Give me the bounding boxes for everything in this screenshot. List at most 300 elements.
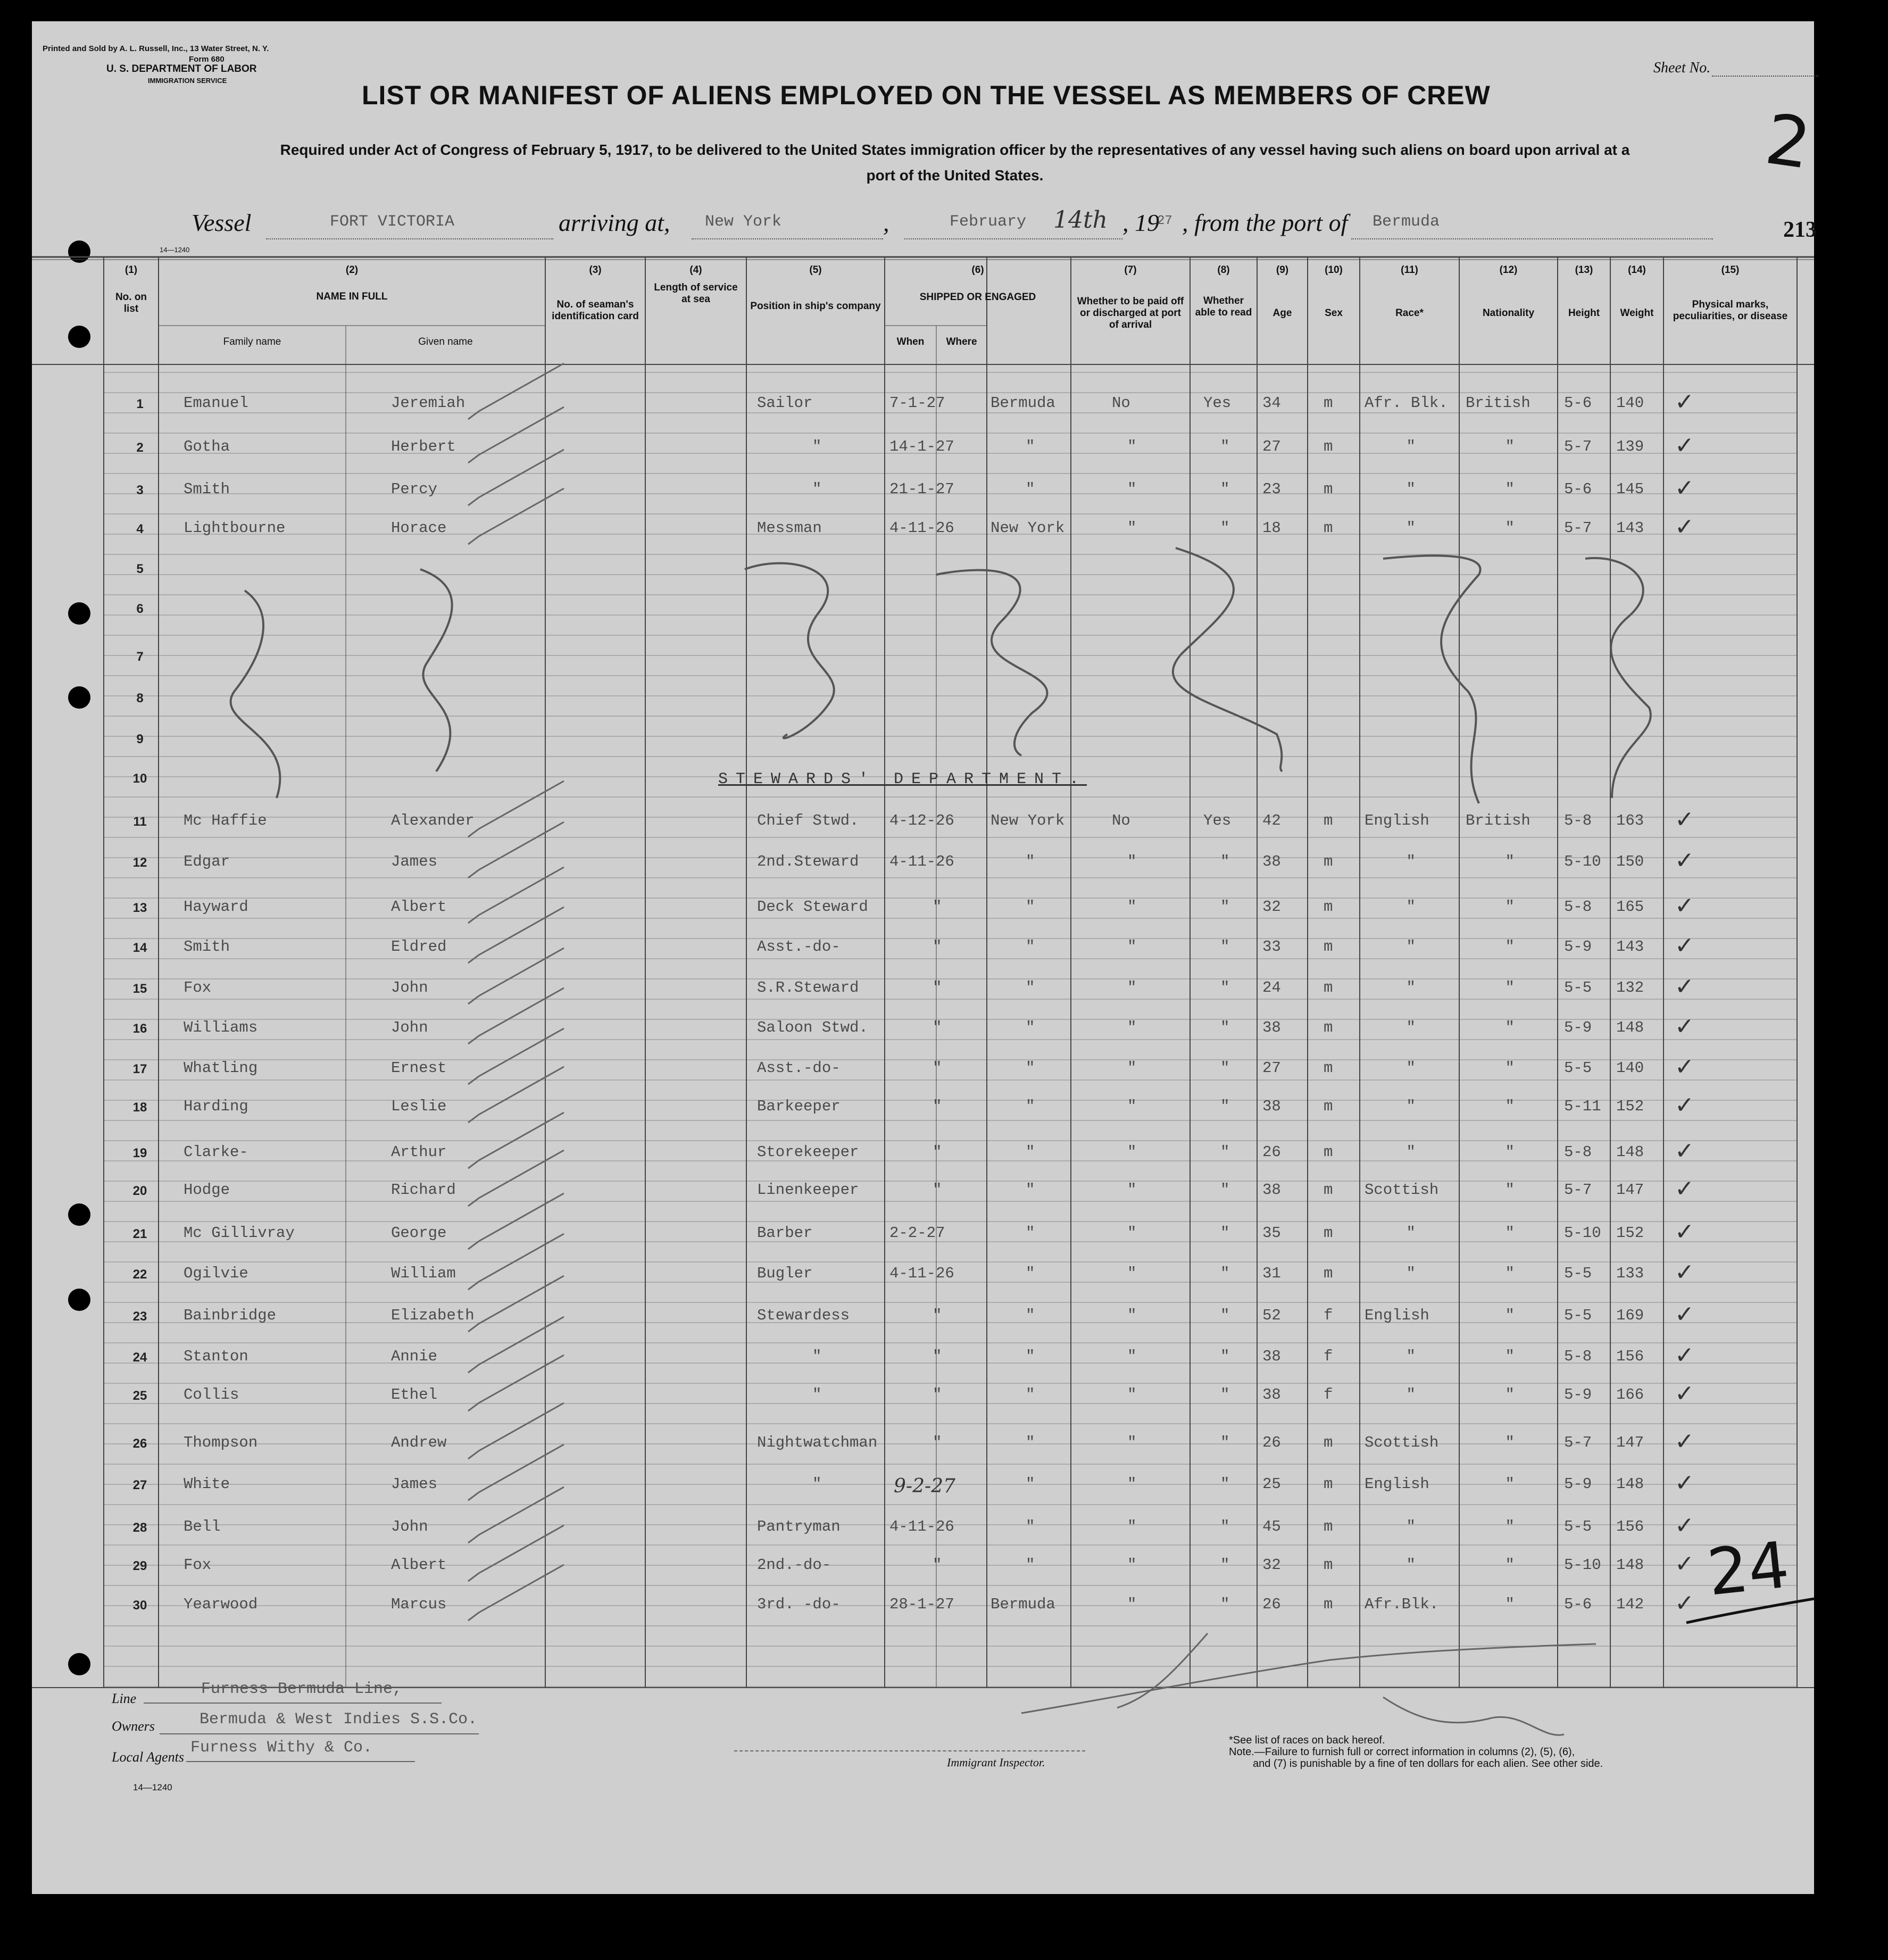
cell-family: Smith bbox=[184, 480, 230, 498]
cell-when: 21-1-27 bbox=[889, 480, 954, 498]
cell-sex: f bbox=[1324, 1348, 1333, 1365]
cell-weight: 143 bbox=[1616, 519, 1644, 537]
column-number-1: (1) bbox=[124, 264, 138, 276]
cell-when: 7-1-27 bbox=[889, 394, 945, 412]
column-header-12: Nationality bbox=[1482, 308, 1535, 319]
check-mark: ✓ bbox=[1675, 513, 1694, 541]
cell-family: Bell bbox=[184, 1518, 221, 1535]
row-number: 26 bbox=[132, 1436, 147, 1451]
cell-where: " bbox=[1026, 1181, 1035, 1199]
column-header-1: No. on list bbox=[115, 292, 147, 314]
cell-position: " bbox=[812, 1475, 822, 1493]
cell-age: 38 bbox=[1262, 1019, 1281, 1036]
cell-nationality: " bbox=[1505, 1518, 1515, 1535]
cell-family: Emanuel bbox=[184, 394, 248, 412]
cell-given: James bbox=[391, 1475, 438, 1493]
cell-position: " bbox=[812, 1348, 822, 1365]
from-port-label-text: from the port of bbox=[1194, 209, 1348, 236]
cell-sex: f bbox=[1324, 1307, 1333, 1324]
column-number-7: (7) bbox=[1124, 264, 1137, 276]
cell-when: 4-12-26 bbox=[889, 812, 954, 829]
check-mark: ✓ bbox=[1675, 1137, 1694, 1165]
cell-family: Mc Haffie bbox=[184, 812, 267, 829]
cell-weight: 152 bbox=[1616, 1098, 1644, 1115]
column-subheader-c2a: Family name bbox=[223, 336, 281, 347]
cell-position: Linenkeeper bbox=[757, 1181, 859, 1199]
column-header-8: Whether able to read bbox=[1195, 295, 1252, 318]
cell-when: " bbox=[933, 1556, 942, 1574]
cell-position: Sailor bbox=[757, 394, 813, 412]
cell-race: English bbox=[1365, 812, 1429, 829]
cell-given: Arthur bbox=[391, 1143, 447, 1161]
cell-where: " bbox=[1026, 1348, 1035, 1365]
cell-when: " bbox=[933, 938, 942, 956]
cell-given: Ernest bbox=[391, 1059, 447, 1077]
owners-rule bbox=[160, 1733, 479, 1734]
column-number-2: (2) bbox=[345, 264, 359, 276]
cell-sex: m bbox=[1324, 1596, 1333, 1613]
cell-paid: " bbox=[1127, 1596, 1137, 1613]
cell-weight: 152 bbox=[1616, 1224, 1644, 1242]
cell-weight: 133 bbox=[1616, 1265, 1644, 1282]
cell-age: 38 bbox=[1262, 1348, 1281, 1365]
column-header-14: Weight bbox=[1620, 308, 1654, 319]
cell-where: " bbox=[1026, 938, 1035, 956]
cell-where: " bbox=[1026, 1556, 1035, 1574]
cell-family: Fox bbox=[184, 1556, 212, 1574]
cell-sex: m bbox=[1324, 519, 1333, 537]
cell-family: Gotha bbox=[184, 438, 230, 455]
tally-underline bbox=[1681, 1596, 1819, 1628]
cell-weight: 163 bbox=[1616, 812, 1644, 829]
cell-position: 3rd. -do- bbox=[757, 1596, 841, 1613]
agents-value: Furness Withy & Co. bbox=[190, 1739, 373, 1757]
cell-when: 28-1-27 bbox=[889, 1596, 954, 1613]
row-number: 24 bbox=[132, 1350, 147, 1365]
cell-height: 5-7 bbox=[1564, 1434, 1592, 1451]
cell-position: Pantryman bbox=[757, 1518, 841, 1535]
cell-height: 5-10 bbox=[1564, 1224, 1601, 1242]
cell-paid: No bbox=[1112, 394, 1130, 412]
cell-when: " bbox=[933, 1181, 942, 1199]
cell-height: 5-5 bbox=[1564, 979, 1592, 996]
cell-race: " bbox=[1406, 1098, 1416, 1115]
cell-weight: 142 bbox=[1616, 1596, 1644, 1613]
requirement-line-1: Required under Act of Congress of February 5, 1917, to be delivered to the United States immigration officer by the representatives of any vessel having such aliens on board upon arrival at a bbox=[280, 142, 1630, 158]
footnote-penalty-2: and (7) is punishable by a fine of ten dollars for each alien. See other side. bbox=[1253, 1758, 1603, 1770]
cell-height: 5-9 bbox=[1564, 1475, 1592, 1493]
arriving-port: New York bbox=[705, 213, 782, 231]
cell-family: Thompson bbox=[184, 1434, 258, 1451]
requirement-line-2: port of the United States. bbox=[866, 167, 1044, 184]
row-number: 18 bbox=[132, 1100, 147, 1115]
cell-given: John bbox=[391, 979, 428, 996]
row-number: 14 bbox=[132, 941, 147, 955]
cell-nationality: " bbox=[1505, 1019, 1515, 1036]
cell-read: " bbox=[1220, 1265, 1230, 1282]
cell-age: 32 bbox=[1262, 898, 1281, 916]
cell-read: Yes bbox=[1203, 812, 1232, 829]
cell-family: Ogilvie bbox=[184, 1265, 248, 1282]
cell-where: " bbox=[1026, 1059, 1035, 1077]
cell-where: " bbox=[1026, 1475, 1035, 1493]
cell-read: " bbox=[1220, 480, 1230, 498]
check-mark: ✓ bbox=[1675, 932, 1694, 959]
cell-paid: " bbox=[1127, 853, 1137, 870]
cell-position: " bbox=[812, 438, 822, 455]
cell-when: 9-2-27 bbox=[894, 1475, 955, 1497]
cell-age: 24 bbox=[1262, 979, 1281, 996]
cell-nationality: " bbox=[1505, 1265, 1515, 1282]
check-mark: ✓ bbox=[1675, 1550, 1694, 1577]
cell-race: " bbox=[1406, 1348, 1416, 1365]
row-number: 30 bbox=[132, 1598, 147, 1613]
cell-position: " bbox=[812, 1386, 822, 1403]
department-heading: STEWARDS' DEPARTMENT. bbox=[718, 770, 1087, 788]
cell-race: Afr.Blk. bbox=[1365, 1596, 1439, 1613]
cell-height: 5-5 bbox=[1564, 1307, 1592, 1324]
cell-read: " bbox=[1220, 519, 1230, 537]
row-number: 15 bbox=[132, 982, 147, 996]
row-number: 29 bbox=[132, 1559, 147, 1573]
cell-given: William bbox=[391, 1265, 456, 1282]
cell-age: 26 bbox=[1262, 1143, 1281, 1161]
cell-weight: 156 bbox=[1616, 1518, 1644, 1535]
cell-paid: " bbox=[1127, 1475, 1137, 1493]
cell-read: " bbox=[1220, 898, 1230, 916]
row-number: 21 bbox=[132, 1227, 147, 1241]
cell-family: Bainbridge bbox=[184, 1307, 277, 1324]
cell-read: " bbox=[1220, 1518, 1230, 1535]
cell-paid: " bbox=[1127, 1059, 1137, 1077]
cell-weight: 132 bbox=[1616, 979, 1644, 996]
cell-read: " bbox=[1220, 1307, 1230, 1324]
cell-where: " bbox=[1026, 438, 1035, 455]
cell-height: 5-9 bbox=[1564, 1019, 1592, 1036]
cell-race: " bbox=[1406, 979, 1416, 996]
row-number: 16 bbox=[132, 1021, 147, 1036]
cell-where: Bermuda bbox=[991, 394, 1055, 412]
cell-family: Harding bbox=[184, 1098, 248, 1115]
cell-family: Stanton bbox=[184, 1348, 248, 1365]
check-mark: ✓ bbox=[1675, 1512, 1694, 1539]
cell-paid: " bbox=[1127, 1386, 1137, 1403]
cell-sex: m bbox=[1324, 1224, 1333, 1242]
cell-paid: " bbox=[1127, 1307, 1137, 1324]
row-number: 9 bbox=[136, 732, 144, 746]
cell-nationality: " bbox=[1505, 438, 1515, 455]
cell-paid: " bbox=[1127, 1348, 1137, 1365]
cell-read: " bbox=[1220, 1143, 1230, 1161]
cell-given: Eldred bbox=[391, 938, 447, 956]
cell-given: Leslie bbox=[391, 1098, 447, 1115]
cell-given: John bbox=[391, 1019, 428, 1036]
check-mark: ✓ bbox=[1675, 1301, 1694, 1328]
cell-race: " bbox=[1406, 1265, 1416, 1282]
cell-race: " bbox=[1406, 1386, 1416, 1403]
row-number: 12 bbox=[132, 856, 147, 870]
cell-sex: m bbox=[1324, 1265, 1333, 1282]
cell-sex: f bbox=[1324, 1386, 1333, 1403]
column-header-7: Whether to be paid off or discharged at port of arrival bbox=[1077, 296, 1184, 330]
column-number-4: (4) bbox=[689, 264, 702, 276]
row-number: 8 bbox=[136, 691, 144, 705]
cell-where: Bermuda bbox=[991, 1596, 1055, 1613]
column-header-2: NAME IN FULL bbox=[316, 291, 388, 302]
cell-when: 4-11-26 bbox=[889, 519, 954, 537]
year-prefix: , 19 bbox=[1122, 209, 1159, 236]
cell-height: 5-10 bbox=[1564, 1556, 1601, 1574]
cell-age: 38 bbox=[1262, 1386, 1281, 1403]
cell-family: Clarke- bbox=[184, 1143, 248, 1161]
cell-paid: " bbox=[1127, 979, 1137, 996]
cell-race: " bbox=[1406, 853, 1416, 870]
cell-read: " bbox=[1220, 1596, 1230, 1613]
cell-where: " bbox=[1026, 1143, 1035, 1161]
cell-family: Lightbourne bbox=[184, 519, 286, 537]
cell-weight: 148 bbox=[1616, 1556, 1644, 1574]
cell-read: " bbox=[1220, 438, 1230, 455]
cell-sex: m bbox=[1324, 1475, 1333, 1493]
cell-race: Afr. Blk. bbox=[1365, 394, 1448, 412]
cell-read: " bbox=[1220, 938, 1230, 956]
column-header-10: Sex bbox=[1325, 308, 1343, 319]
cell-height: 5-5 bbox=[1564, 1265, 1592, 1282]
cell-given: James bbox=[391, 853, 438, 870]
column-number-5: (5) bbox=[809, 264, 822, 276]
cell-where: " bbox=[1026, 1019, 1035, 1036]
footnote-races: *See list of races on back hereof. bbox=[1229, 1734, 1385, 1746]
cell-nationality: " bbox=[1505, 979, 1515, 996]
check-mark: ✓ bbox=[1675, 1342, 1694, 1369]
column-number-12: (12) bbox=[1499, 264, 1518, 276]
row-number: 27 bbox=[132, 1478, 147, 1492]
cell-age: 31 bbox=[1262, 1265, 1281, 1282]
cell-paid: " bbox=[1127, 438, 1137, 455]
cell-position: Barkeeper bbox=[757, 1098, 841, 1115]
department-name: U. S. DEPARTMENT OF LABOR bbox=[106, 63, 257, 74]
row-number: 4 bbox=[136, 522, 144, 536]
cell-height: 5-7 bbox=[1564, 438, 1592, 455]
cell-nationality: " bbox=[1505, 1224, 1515, 1242]
row-number: 28 bbox=[132, 1521, 147, 1535]
cell-sex: m bbox=[1324, 812, 1333, 829]
cell-paid: " bbox=[1127, 1181, 1137, 1199]
cell-family: Edgar bbox=[184, 853, 230, 870]
cell-height: 5-8 bbox=[1564, 812, 1592, 829]
cell-when: " bbox=[933, 898, 942, 916]
column-number-11: (11) bbox=[1401, 264, 1418, 276]
cell-height: 5-9 bbox=[1564, 938, 1592, 956]
cell-given: Marcus bbox=[391, 1596, 447, 1613]
column-header-15: Physical marks, peculiarities, or disease bbox=[1673, 299, 1788, 322]
column-number-8: (8) bbox=[1217, 264, 1230, 276]
cell-paid: " bbox=[1127, 1143, 1137, 1161]
cell-where: " bbox=[1026, 1224, 1035, 1242]
cell-paid: " bbox=[1127, 519, 1137, 537]
cell-where: " bbox=[1026, 1307, 1035, 1324]
check-mark: ✓ bbox=[1675, 1175, 1694, 1202]
cell-weight: 166 bbox=[1616, 1386, 1644, 1403]
cell-age: 27 bbox=[1262, 438, 1281, 455]
cell-height: 5-8 bbox=[1564, 1143, 1592, 1161]
owners-label: Owners bbox=[112, 1718, 155, 1734]
row-number: 25 bbox=[132, 1389, 147, 1403]
arrival-month: February bbox=[950, 213, 1027, 231]
inspector-label: Immigrant Inspector. bbox=[947, 1756, 1045, 1769]
cell-height: 5-6 bbox=[1564, 1596, 1592, 1613]
cell-nationality: " bbox=[1505, 1475, 1515, 1493]
cell-race: Scottish bbox=[1365, 1434, 1439, 1451]
cell-sex: m bbox=[1324, 1019, 1333, 1036]
cell-weight: 148 bbox=[1616, 1475, 1644, 1493]
cell-age: 35 bbox=[1262, 1224, 1281, 1242]
cell-nationality: " bbox=[1505, 1348, 1515, 1365]
cell-paid: " bbox=[1127, 1098, 1137, 1115]
cell-family: Mc Gillivray bbox=[184, 1224, 295, 1242]
cell-height: 5-9 bbox=[1564, 1386, 1592, 1403]
row-number: 19 bbox=[132, 1146, 147, 1160]
from-port: Bermuda bbox=[1373, 213, 1440, 231]
cell-position: Barber bbox=[757, 1224, 813, 1242]
cell-read: " bbox=[1220, 1059, 1230, 1077]
sheet-number-label: Sheet No. bbox=[1653, 60, 1711, 76]
cell-weight: 140 bbox=[1616, 394, 1644, 412]
cell-when: " bbox=[933, 1098, 942, 1115]
cell-sex: m bbox=[1324, 394, 1333, 412]
cell-race: " bbox=[1406, 1059, 1416, 1077]
cell-race: " bbox=[1406, 1019, 1416, 1036]
check-mark: ✓ bbox=[1675, 388, 1694, 416]
check-mark: ✓ bbox=[1675, 806, 1694, 833]
cell-read: " bbox=[1220, 979, 1230, 996]
cell-read: " bbox=[1220, 1224, 1230, 1242]
cell-nationality: " bbox=[1505, 938, 1515, 956]
cell-race: " bbox=[1406, 938, 1416, 956]
cell-paid: No bbox=[1112, 812, 1130, 829]
cell-sex: m bbox=[1324, 1143, 1333, 1161]
cell-age: 33 bbox=[1262, 938, 1281, 956]
cell-sex: m bbox=[1324, 1181, 1333, 1199]
cell-weight: 145 bbox=[1616, 480, 1644, 498]
line-rule bbox=[144, 1702, 442, 1704]
cell-nationality: British bbox=[1466, 812, 1531, 829]
cell-race: " bbox=[1406, 480, 1416, 498]
arriving-label: arriving at, bbox=[559, 209, 670, 236]
cell-read: " bbox=[1220, 1475, 1230, 1493]
check-mark: ✓ bbox=[1675, 1259, 1694, 1286]
cell-age: 38 bbox=[1262, 1098, 1281, 1115]
cell-nationality: " bbox=[1505, 1307, 1515, 1324]
cell-position: Chief Stwd. bbox=[757, 812, 859, 829]
agents-label: Local Agents bbox=[112, 1749, 185, 1765]
cell-nationality: British bbox=[1466, 394, 1531, 412]
cell-position: Nightwatchman bbox=[757, 1434, 878, 1451]
cell-race: " bbox=[1406, 898, 1416, 916]
check-mark: ✓ bbox=[1675, 475, 1694, 502]
cell-when: 14-1-27 bbox=[889, 438, 954, 455]
page-number: 213 bbox=[1783, 218, 1817, 242]
form-code-top: 14—1240 bbox=[160, 246, 190, 254]
row-number: 10 bbox=[132, 771, 147, 786]
column-number-3: (3) bbox=[589, 264, 602, 276]
cell-race: English bbox=[1365, 1475, 1429, 1493]
vessel-label: Vessel bbox=[192, 209, 252, 236]
handwritten-tally: 24 bbox=[1704, 1528, 1793, 1610]
cell-race: " bbox=[1406, 1143, 1416, 1161]
cell-race: " bbox=[1406, 1224, 1416, 1242]
cell-when: " bbox=[933, 1019, 942, 1036]
row-number: 22 bbox=[132, 1267, 147, 1282]
check-mark: ✓ bbox=[1675, 1092, 1694, 1119]
cell-when: 4-11-26 bbox=[889, 853, 954, 870]
column-number-6: (6) bbox=[971, 264, 984, 276]
cell-given: Horace bbox=[391, 519, 447, 537]
printer-note: Printed and Sold by A. L. Russell, Inc., 13 Water Street, N. Y. bbox=[43, 44, 269, 53]
cell-when: 4-11-26 bbox=[889, 1518, 954, 1535]
row-number: 5 bbox=[136, 562, 144, 576]
cell-where: " bbox=[1026, 853, 1035, 870]
column-number-13: (13) bbox=[1575, 264, 1593, 276]
cell-position: Stewardess bbox=[757, 1307, 850, 1324]
cell-age: 23 bbox=[1262, 480, 1281, 498]
cell-read: " bbox=[1220, 853, 1230, 870]
cell-height: 5-5 bbox=[1564, 1059, 1592, 1077]
agents-rule bbox=[186, 1761, 415, 1762]
cell-sex: m bbox=[1324, 853, 1333, 870]
cell-sex: m bbox=[1324, 480, 1333, 498]
from-port-label: , from the port of bbox=[1182, 209, 1348, 236]
year-suffix: 27 bbox=[1157, 214, 1172, 228]
check-mark: ✓ bbox=[1675, 1053, 1694, 1081]
cell-race: " bbox=[1406, 519, 1416, 537]
line-value: Furness Bermuda Line, bbox=[201, 1680, 403, 1698]
check-mark: ✓ bbox=[1675, 432, 1694, 459]
column-header-3: No. of seaman's identification card bbox=[552, 299, 639, 322]
cell-weight: 140 bbox=[1616, 1059, 1644, 1077]
cell-given: Jeremiah bbox=[391, 394, 465, 412]
cell-weight: 156 bbox=[1616, 1348, 1644, 1365]
cell-where: " bbox=[1026, 1434, 1035, 1451]
line-label: Line bbox=[112, 1691, 137, 1706]
cell-age: 45 bbox=[1262, 1518, 1281, 1535]
cell-family: White bbox=[184, 1475, 230, 1493]
column-number-9: (9) bbox=[1276, 264, 1289, 276]
cell-when: " bbox=[933, 1434, 942, 1451]
cell-position: Asst.-do- bbox=[757, 1059, 841, 1077]
column-header-5: Position in ship's company bbox=[750, 301, 881, 312]
cell-sex: m bbox=[1324, 1556, 1333, 1574]
arrival-day: 14th bbox=[1053, 206, 1108, 234]
cell-given: Richard bbox=[391, 1181, 456, 1199]
cell-sex: m bbox=[1324, 1098, 1333, 1115]
row-number: 2 bbox=[136, 441, 144, 455]
cell-family: Whatling bbox=[184, 1059, 258, 1077]
cell-read: " bbox=[1220, 1098, 1230, 1115]
cell-height: 5-6 bbox=[1564, 394, 1592, 412]
check-mark: ✓ bbox=[1675, 847, 1694, 874]
check-mark: ✓ bbox=[1675, 1380, 1694, 1407]
cell-height: 5-11 bbox=[1564, 1098, 1601, 1115]
cell-read: Yes bbox=[1203, 394, 1232, 412]
cell-nationality: " bbox=[1505, 1059, 1515, 1077]
cell-when: " bbox=[933, 1307, 942, 1324]
service-name: IMMIGRATION SERVICE bbox=[148, 77, 227, 85]
cell-when: " bbox=[933, 979, 942, 996]
check-mark: ✓ bbox=[1675, 1013, 1694, 1040]
cell-age: 34 bbox=[1262, 394, 1281, 412]
cell-height: 5-7 bbox=[1564, 519, 1592, 537]
